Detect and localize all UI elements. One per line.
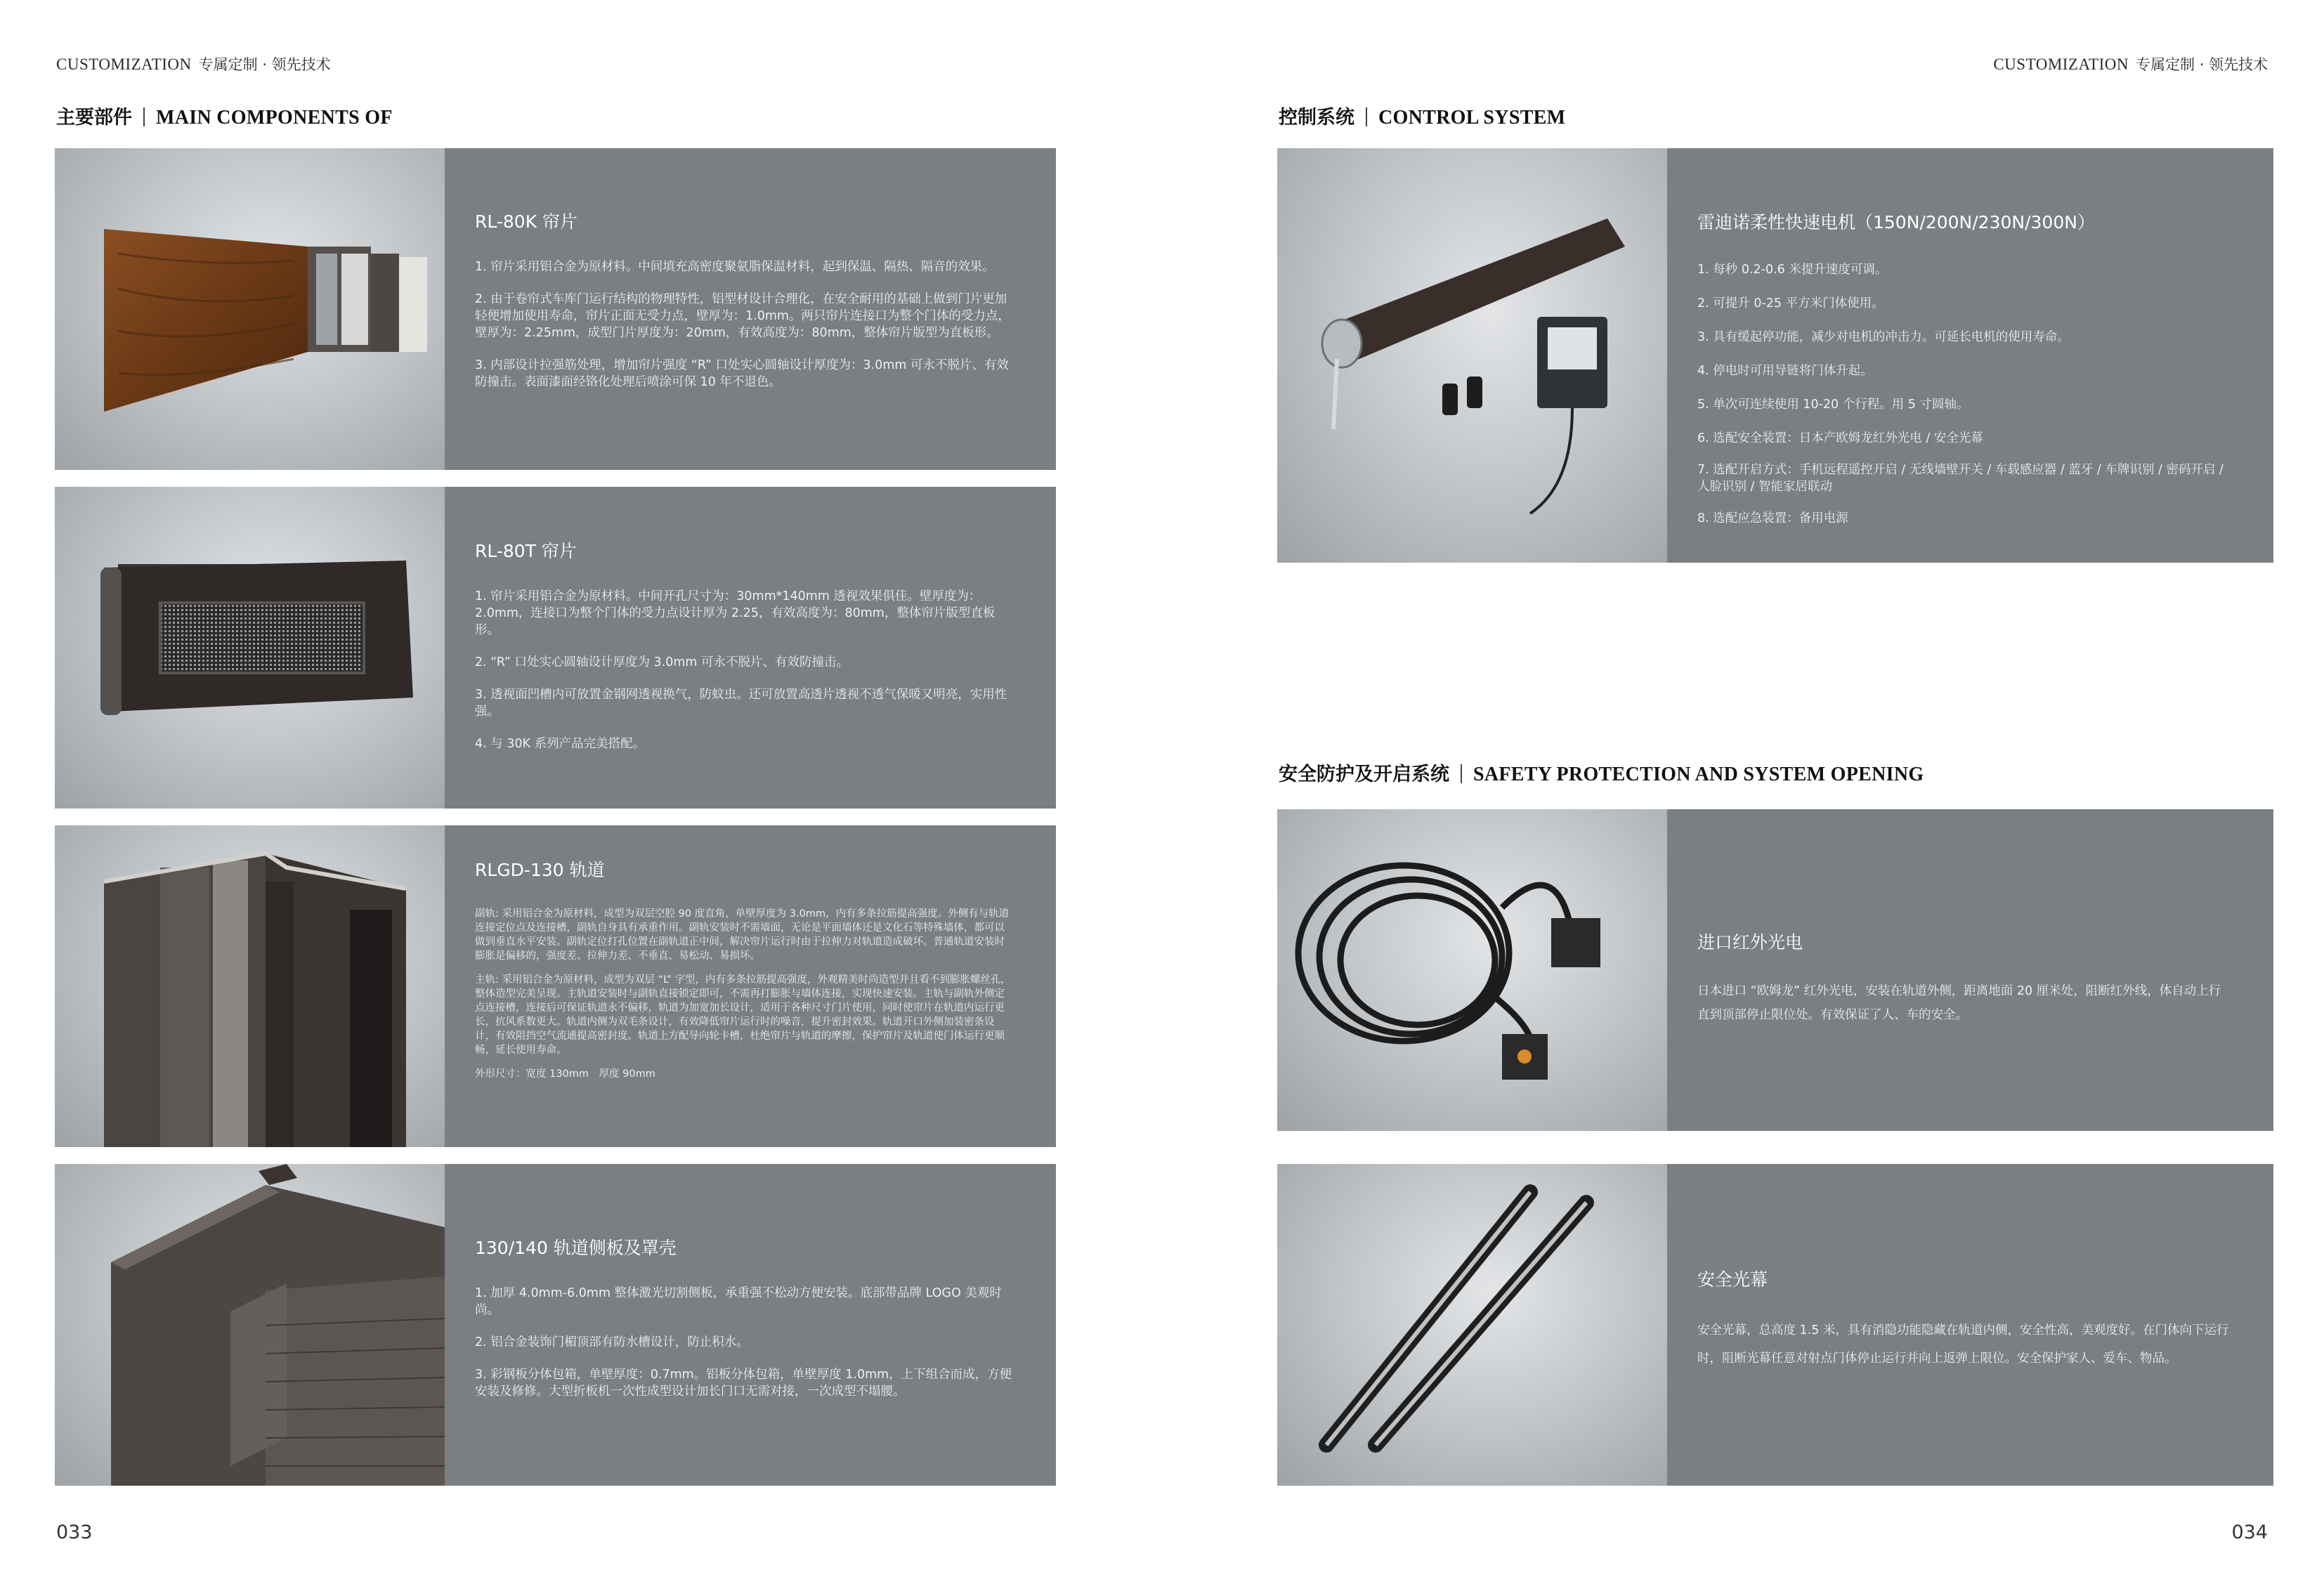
section-cn: 控制系统 bbox=[1279, 107, 1354, 129]
motor-para-2: 2. 可提升 0-25 平方米门体使用。 bbox=[1697, 296, 1884, 310]
rl-80t-para-3: 3. 透视面凹槽内可放置金钢网透视换气，防蚊虫。还可放置高透片透视不透气保暖又明亮，实用性强。 bbox=[475, 688, 1007, 719]
light-curtain-title: 安全光幕 bbox=[1697, 1269, 1768, 1290]
header-left-cn: 专属定制 · 领先技术 bbox=[198, 56, 331, 73]
section-title-safety-protection bbox=[1279, 759, 1924, 786]
panel-light-curtain bbox=[1277, 1164, 2273, 1486]
divider bbox=[143, 107, 145, 126]
rl-80t-para-2: 2. “R” 口处实心圆轴设计厚度为 3.0mm 可永不脱片、有效防撞击。 bbox=[475, 655, 849, 669]
header-right bbox=[1993, 53, 2268, 74]
rlgd-130-product-image bbox=[55, 825, 445, 1147]
rl-80k-product-image bbox=[55, 148, 445, 470]
motor-para-8: 8. 选配应急装置：备用电源 bbox=[1697, 511, 1848, 525]
side-plate-text bbox=[475, 1234, 1014, 1415]
side-plate-para-2: 2. 铝合金装饰门楣顶部有防水槽设计，防止积水。 bbox=[475, 1335, 749, 1349]
motor-para-7: 7. 选配开启方式：手机远程遥控开启 / 无线墙壁开关 / 车载感应器 / 蓝牙 / 车牌识别 / 密码开启 / 人脸识别 / 智能家居联动 bbox=[1697, 463, 2224, 494]
rl-80k-text bbox=[475, 208, 1014, 406]
rl-80t-text bbox=[475, 537, 1014, 768]
section-cn: 安全防护及开启系统 bbox=[1279, 764, 1449, 785]
light-curtain-para-1: 安全光幕，总高度 1.5 米，具有消隐功能隐藏在轨道内侧，安全性高，美观度好。在门体向下运行时，阻断光幕任意对射点门体停止运行并向上返弹上限位。安全保护家人、爱车、物品。 bbox=[1697, 1323, 2229, 1366]
rl-80k-title: RL-80K 帘片 bbox=[475, 211, 578, 232]
panel-rl-80t bbox=[55, 487, 1056, 809]
header-left bbox=[56, 53, 331, 74]
panel-infrared bbox=[1277, 809, 2273, 1131]
light-curtain-product-image bbox=[1277, 1164, 1667, 1486]
rl-80t-product-image bbox=[55, 487, 445, 809]
header-left-en: CUSTOMIZATION bbox=[56, 55, 192, 73]
side-plate-product-image bbox=[55, 1164, 445, 1486]
page-number-right: 034 bbox=[2231, 1522, 2268, 1543]
rl-80k-para-3: 3. 内部设计拉强筋处理，增加帘片强度 “R” 口处实心圆轴设计厚度为：3.0mm 可永不脱片、有效防撞击。表面漆面经铬化处理后喷涂可保 10 年不退色。 bbox=[475, 358, 1010, 389]
infrared-title: 进口红外光电 bbox=[1697, 932, 1803, 953]
divider bbox=[1366, 107, 1367, 126]
rl-80t-title: RL-80T 帘片 bbox=[475, 541, 577, 561]
motor-para-5: 5. 单次可连续使用 10-20 个行程。用 5 寸圆轴。 bbox=[1697, 398, 1969, 412]
section-cn: 主要部件 bbox=[56, 107, 132, 129]
infrared-para-1: 日本进口 “欧姆龙” 红外光电，安装在轨道外侧，距离地面 20 厘米处，阻断红外线，体自动上行直到顶部停止限位处。有效保证了人、车的安全。 bbox=[1697, 984, 2221, 1022]
motor-para-4: 4. 停电时可用导链将门体升起。 bbox=[1697, 364, 1873, 378]
infrared-product-image bbox=[1277, 809, 1667, 1131]
panel-rlgd-130 bbox=[55, 825, 1056, 1147]
rlgd-130-para-2: 主轨: 采用铝合金为原材料，成型为双层 “L” 字型，内有多条拉筋提高强度，外观精美时尚造型并且看不到膨胀螺丝孔，整体造型完美呈现。主轨道安装时与副轨直接锁定即可，不需再打膨胀与墙体连接，实现快速安装。主轨与副轨外侧定点连接槽，连接后可保证轨道永不偏移，轨道为加宽加长设计，适用于各种尺寸门片使用，同时使帘片在轨道内运行更长，抗风系数更大。轨道内侧为双毛条设计，有效降低帘片运行时的噪音，提升密封效果。轨道开口外侧加装密条设计，有效阻挡空气流通提高密封度。轨道上方配导向轮卡槽，杜绝帘片与轨道的摩擦，保护帘片及轨道使门体运行更顺畅，延长使用寿命。 bbox=[475, 974, 1012, 1056]
section-en: MAIN COMPONENTS OF bbox=[156, 107, 393, 129]
panel-side-plate bbox=[55, 1164, 1056, 1486]
rlgd-130-para-3: 外形尺寸：宽度 130mm 厚度 90mm bbox=[475, 1068, 655, 1080]
motor-product-image bbox=[1277, 148, 1667, 563]
motor-para-1: 1. 每秒 0.2-0.6 米提升速度可调。 bbox=[1697, 263, 1888, 277]
rlgd-130-text bbox=[475, 856, 1014, 1091]
side-plate-title: 130/140 轨道侧板及罩壳 bbox=[475, 1238, 677, 1258]
light-curtain-text bbox=[1697, 1266, 2231, 1385]
rlgd-130-para-1: 副轨: 采用铝合金为原材料，成型为双层空腔 90 度直角，单壁厚度为 3.0mm，内有多条拉筋提高强度。外侧有与轨道连接定位点及连接槽，副轨自身具有承重作用。副轨安装时不需墙面，无论是平面墙体还是文化石等特殊墙体，都可以做到垂直水平安装。副轨定位打孔位置在副轨道正中间，解决帘片运行时由于拉伸力对轨道造成破坏。普通轨道安装时膨胀是偏移的，强度差、拉伸力差、不垂直、易松动、易损坏。 bbox=[475, 908, 1010, 962]
motor-title: 雷迪诺柔性快速电机（150N/200N/230N/300N） bbox=[1697, 212, 2095, 233]
rl-80k-para-1: 1. 帘片采用铝合金为原材料。中间填充高密度聚氨脂保温材料，起到保温、隔热、隔音的效果。 bbox=[475, 260, 995, 274]
rlgd-130-title: RLGD-130 轨道 bbox=[475, 860, 605, 880]
panel-motor bbox=[1277, 148, 2273, 563]
motor-para-6: 6. 选配安全装置：日本产欧姆龙红外光电 / 安全光幕 bbox=[1697, 431, 1983, 445]
page-number-left: 033 bbox=[56, 1522, 93, 1543]
divider bbox=[1461, 764, 1462, 783]
header-right-cn: 专属定制 · 领先技术 bbox=[2135, 56, 2268, 73]
infrared-text bbox=[1697, 929, 2231, 1040]
side-plate-para-3: 3. 彩钢板分体包箱，单壁厚度：0.7mm。铝板分体包箱，单壁厚度 1.0mm，上下组合而成，方便安装及修修。大型折板机一次性成型设计加长门口无需对接，一次成型不塌腰。 bbox=[475, 1368, 1012, 1399]
rl-80t-para-1: 1. 帘片采用铝合金为原材料。中间开孔尺寸为：30mm*140mm 透视效果俱佳。壁厚度为：2.0mm，连接口为整个门体的受力点设计厚为 2.25，有效高度为：80mm，整体帘片版型直板形。 bbox=[475, 589, 995, 637]
header-right-en: CUSTOMIZATION bbox=[1993, 55, 2129, 73]
rl-80t-para-4: 4. 与 30K 系列产品完美搭配。 bbox=[475, 737, 646, 751]
rl-80k-para-2: 2. 由于卷帘式车库门运行结构的物理特性，铝型材设计合理化，在安全耐用的基础上做到门片更加轻便增加使用寿命，帘片正面无受力点，壁厚为：1.0mm。两只帘片连接口为整个门体的受力点，壁厚为：2.25mm，成型门片厚度为：20mm，有效高度为：80mm，整体帘片版型为直板形。 bbox=[475, 292, 1010, 340]
section-en: CONTROL SYSTEM bbox=[1378, 107, 1566, 129]
side-plate-para-1: 1. 加厚 4.0mm-6.0mm 整体激光切割侧板，承重强不松动方便安装。底部带品牌 LOGO 美观时尚。 bbox=[475, 1286, 1002, 1317]
motor-text bbox=[1697, 209, 2231, 542]
section-title-main-components bbox=[56, 102, 393, 129]
motor-para-3: 3. 具有缓起停功能，减少对电机的冲击力。可延长电机的使用寿命。 bbox=[1697, 330, 2070, 344]
section-title-control-system bbox=[1279, 102, 1565, 129]
section-en: SAFETY PROTECTION AND SYSTEM OPENING bbox=[1473, 764, 1924, 785]
panel-rl-80k bbox=[55, 148, 1056, 470]
